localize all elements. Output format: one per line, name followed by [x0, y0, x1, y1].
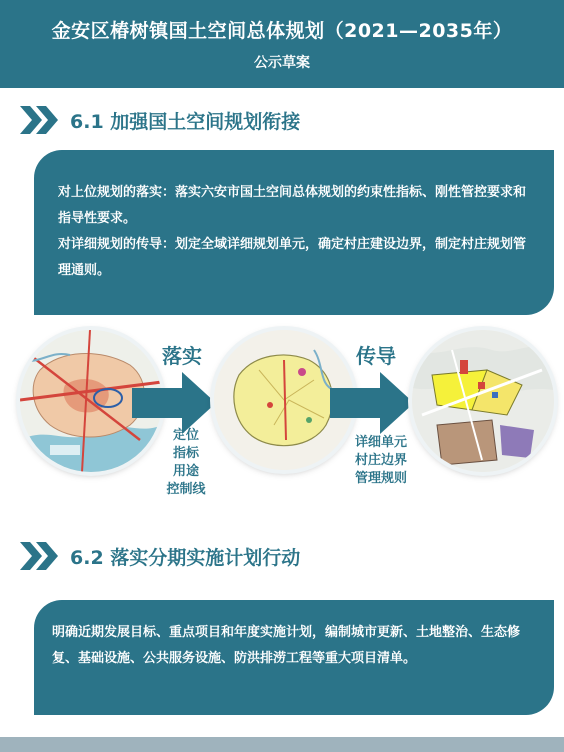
page-title: 金安区椿树镇国土空间总体规划（2021—2035年）: [51, 20, 513, 42]
flow-step1-item: 控制线: [166, 482, 206, 497]
flow-step2-items: [336, 434, 426, 488]
flow-step2-label: 传导: [356, 344, 396, 368]
section2-paragraph-1: 明确近期发展目标、重点项目和年度实施计划，编制城市更新、土地整治、生态修复、基础设施、公共服务设施、防洪排涝工程等重大项目清单。: [52, 625, 521, 666]
right-arrow-icon: [330, 372, 414, 434]
section1-paragraph-2: 对详细规划的传导：划定全域详细规划单元，确定村庄建设边界，制定村庄规划管理通则。: [58, 237, 527, 278]
double-chevron-right-icon: [16, 102, 64, 138]
detailed-unit-map-icon: [412, 330, 554, 472]
right-arrow-icon: [132, 372, 216, 434]
flow-step1-item: 指标: [172, 446, 199, 461]
section1-heading: [16, 102, 300, 138]
section1-title: 6.1 加强国土空间规划衔接: [70, 110, 301, 133]
flow-step1-label: 落实: [162, 344, 202, 368]
section2-heading: [16, 538, 300, 574]
section1-paragraph-1: 对上位规划的落实：落实六安市国土空间总体规划的约束性指标、刚性管控要求和指导性要求。: [58, 185, 527, 226]
section2-title: 6.2 落实分期实施计划行动: [70, 546, 301, 569]
flow-step1-items: [150, 427, 222, 499]
page-subtitle: 公示草案: [254, 55, 310, 71]
footer-bar: [0, 737, 564, 752]
flow-step2-item: 村庄边界: [354, 453, 407, 468]
flow-step2-item: 管理规则: [354, 471, 407, 486]
double-chevron-right-icon: [16, 538, 64, 574]
flow-step2-item: 详细单元: [354, 435, 407, 450]
flow-step1-item: 用途: [172, 464, 199, 479]
flow-step1-item: 定位: [172, 428, 199, 443]
header-banner: [0, 0, 564, 88]
section2-card: [34, 600, 554, 715]
section1-card: [34, 150, 554, 315]
